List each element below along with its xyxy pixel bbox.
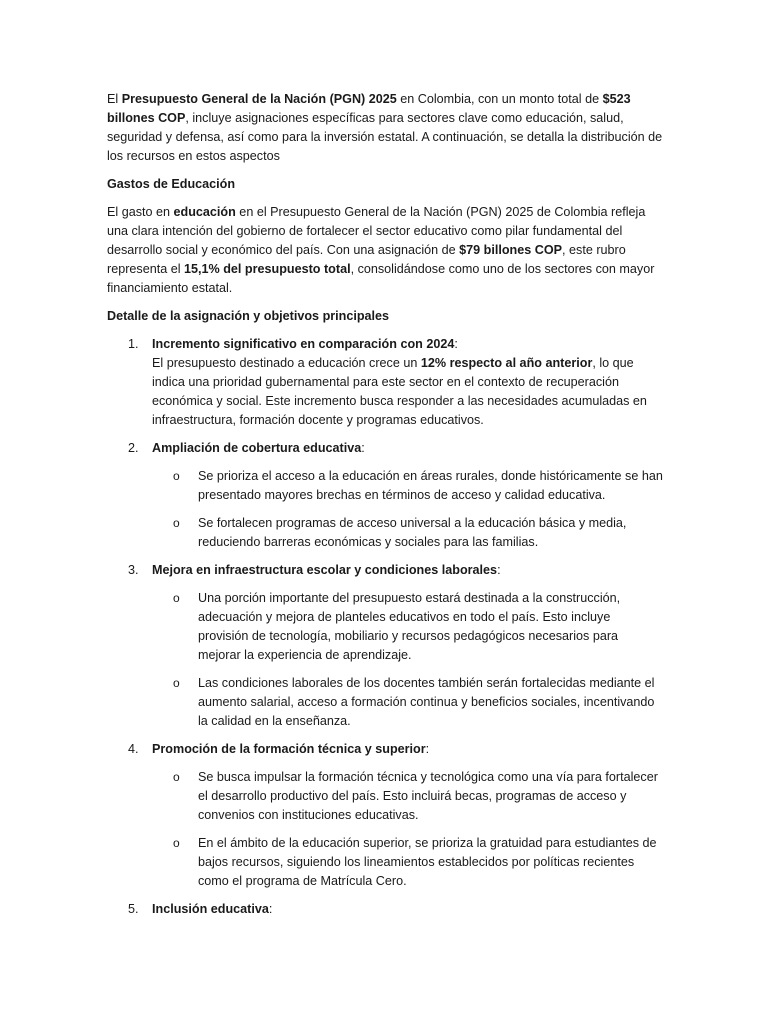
list-item-4 [107, 740, 663, 759]
text-run: , este rubro representa el [107, 243, 626, 276]
bullet-text: Las condiciones laborales de los docentes también serán fortalecidas mediante el aumento salarial, acceso a formación continua y beneficios sociales, incentivando la calidad en la enseñanza. [198, 676, 655, 728]
list-item-title: Promoción de la formación técnica y superior [152, 742, 426, 756]
text-run: , incluye asignaciones específicas para sectores clave como educación, salud, seguridad y defensa, así como para la inversión estatal. A continuación, se detalla la distribución de los recursos en estos aspectos [107, 111, 663, 163]
sub-bullet-item [107, 674, 663, 731]
bold-run: $523 billones COP [107, 92, 631, 125]
bold-run: Presupuesto General de la Nación (PGN) 2025 [121, 92, 397, 106]
list-item-heading [152, 740, 663, 759]
bullet-mark: o [173, 516, 180, 530]
detail-heading: Detalle de la asignación y objetivos principales [107, 309, 390, 323]
bullet-mark: o [173, 836, 180, 850]
bold-run: $79 billones COP [459, 243, 563, 257]
bullet-text: En el ámbito de la educación superior, se prioriza la gratuidad para estudiantes de bajos recursos, siguiendo los lineamientos establecidos por políticas recientes como el programa de Matrícula Cero. [198, 836, 657, 888]
list-item-heading [152, 561, 663, 580]
title-colon: : [268, 902, 273, 916]
bullet-text: Se busca impulsar la formación técnica y tecnológica como una vía para fortalecer el desarrollo productivo del país. Esto incluirá becas, programas de acceso y convenios con instituciones educativas. [198, 770, 658, 822]
list-number: 2. [128, 441, 139, 455]
list-item-heading [152, 335, 663, 354]
list-item-3 [107, 561, 663, 580]
bold-run: 15,1% del presupuesto total [184, 262, 351, 276]
intro-paragraph [107, 90, 663, 166]
text-run: , consolidándose como uno de los sectores con mayor financiamiento estatal. [107, 262, 655, 295]
bold-run: educación [173, 205, 236, 219]
bullet-text: Se prioriza el acceso a la educación en áreas rurales, donde históricamente se han presentado mayores brechas en términos de acceso y calidad educativa. [198, 469, 663, 502]
list-number: 1. [128, 337, 139, 351]
list-number: 5. [128, 902, 139, 916]
list-number: 3. [128, 563, 139, 577]
list-item-title: Mejora en infraestructura escolar y condiciones laborales [152, 563, 498, 577]
text-run: , lo que indica una prioridad gubernamental para este sector en el contexto de recuperación económica y social. Este incremento busca responder a las necesidades acumuladas en infraestructura, formación docente y programas educativos. [152, 356, 647, 427]
text-run: El gasto en [107, 205, 174, 219]
title-colon: : [454, 337, 458, 351]
list-item-title: Inclusión educativa [152, 902, 269, 916]
bullet-text: Se fortalecen programas de acceso universal a la educación básica y media, reduciendo barreras económicas y sociales para las familias. [198, 516, 627, 549]
list-item-title: Ampliación de cobertura educativa [152, 441, 362, 455]
document-content [107, 90, 663, 928]
bullet-text: Una porción importante del presupuesto estará destinada a la construcción, adecuación y mejora de planteles educativos en todo el país. Esto incluye provisión de tecnología, mobiliario y recursos pedagógicos necesarios para mejorar la experiencia de aprendizaje. [198, 591, 621, 662]
title-colon: : [425, 742, 430, 756]
list-number: 4. [128, 742, 139, 756]
education-paragraph [107, 203, 663, 298]
bold-run: 12% respecto al año anterior [420, 356, 593, 370]
list-item-body [152, 354, 663, 430]
sub-bullet-list [107, 467, 663, 552]
list-item-1 [107, 335, 663, 430]
bullet-mark: o [173, 770, 180, 784]
sub-bullet-list [107, 768, 663, 891]
text-run: El presupuesto destinado a educación crece un [152, 356, 421, 370]
title-colon: : [361, 441, 365, 455]
list-item-heading [152, 439, 663, 458]
bullet-mark: o [173, 591, 180, 605]
list-item-5 [107, 900, 663, 919]
bullet-mark: o [173, 469, 180, 483]
sub-bullet-item [107, 467, 663, 505]
list-item-title: Incremento significativo en comparación con 2024 [152, 337, 455, 351]
sub-bullet-item [107, 834, 663, 891]
text-run: en el Presupuesto General de la Nación (PGN) 2025 de Colombia refleja una clara intención del gobierno de fortalecer el sector educativo como pilar fundamental del desarrollo social y económico del país. Con una asignación de [107, 205, 646, 257]
list-item-heading [152, 900, 663, 919]
sub-bullet-item [107, 514, 663, 552]
bullet-mark: o [173, 676, 180, 690]
text-run: El [107, 92, 122, 106]
section-heading: Gastos de Educación [107, 177, 236, 191]
title-colon: : [497, 563, 501, 577]
list-item-2 [107, 439, 663, 458]
text-run: en Colombia, con un monto total de [396, 92, 603, 106]
sub-bullet-item [107, 768, 663, 825]
sub-bullet-list [107, 589, 663, 731]
sub-bullet-item [107, 589, 663, 665]
